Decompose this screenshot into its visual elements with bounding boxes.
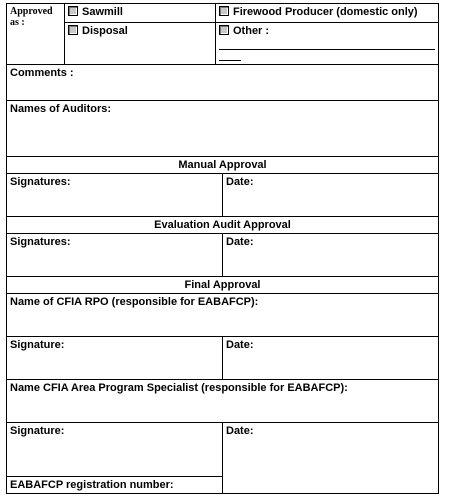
other-checkbox[interactable]	[219, 25, 229, 35]
other-line-short[interactable]	[219, 50, 241, 61]
option-label: Sawmill	[82, 6, 123, 18]
approved-as-table	[6, 3, 439, 65]
date-label: Date:	[226, 236, 254, 248]
manual-date-field[interactable]	[223, 174, 439, 217]
manual-approval-heading: Manual Approval	[7, 157, 439, 174]
details-table	[6, 64, 439, 494]
comments-label: Comments :	[10, 67, 74, 79]
signatures-label: Signatures:	[10, 236, 71, 248]
sawmill-checkbox[interactable]	[68, 6, 78, 16]
manual-signatures-field[interactable]	[7, 174, 223, 217]
specialist-name-field[interactable]	[7, 380, 439, 423]
option-other[interactable]	[216, 23, 439, 65]
date-label: Date:	[226, 176, 254, 188]
firewood-checkbox[interactable]	[219, 6, 229, 16]
rpo-name-field[interactable]	[7, 294, 439, 337]
approved-as-label: Approved as :	[7, 4, 65, 65]
option-sawmill[interactable]	[65, 4, 216, 23]
final-date-field[interactable]	[223, 337, 439, 380]
date-label: Date:	[226, 339, 254, 351]
other-line[interactable]	[219, 37, 435, 50]
approval-form	[6, 3, 438, 494]
auditors-field[interactable]	[7, 101, 439, 157]
option-firewood[interactable]	[216, 4, 439, 23]
signatures-label: Signatures:	[10, 176, 71, 188]
auditors-label: Names of Auditors:	[10, 103, 112, 115]
final-approval-heading: Final Approval	[7, 277, 439, 294]
specialist-signature-field[interactable]	[7, 423, 223, 477]
rpo-label: Name of CFIA RPO (responsible for EABAFCP):	[10, 296, 259, 308]
final-signature-field[interactable]	[7, 337, 223, 380]
disposal-checkbox[interactable]	[68, 25, 78, 35]
specialist-date-field[interactable]	[223, 423, 439, 494]
registration-label: EABAFCP registration number:	[10, 479, 174, 491]
date-label: Date:	[226, 425, 254, 437]
option-label: Other :	[233, 25, 270, 37]
comments-field[interactable]	[7, 65, 439, 101]
option-label: Firewood Producer (domestic only)	[233, 6, 418, 18]
option-disposal[interactable]	[65, 23, 216, 65]
evaluation-signatures-field[interactable]	[7, 234, 223, 277]
option-label: Disposal	[82, 25, 128, 37]
evaluation-date-field[interactable]	[223, 234, 439, 277]
specialist-label: Name CFIA Area Program Specialist (responsible for EABAFCP):	[10, 382, 348, 394]
signature-label: Signature:	[10, 425, 65, 437]
signature-label: Signature:	[10, 339, 65, 351]
evaluation-approval-heading: Evaluation Audit Approval	[7, 217, 439, 234]
registration-number-field[interactable]	[7, 477, 223, 494]
